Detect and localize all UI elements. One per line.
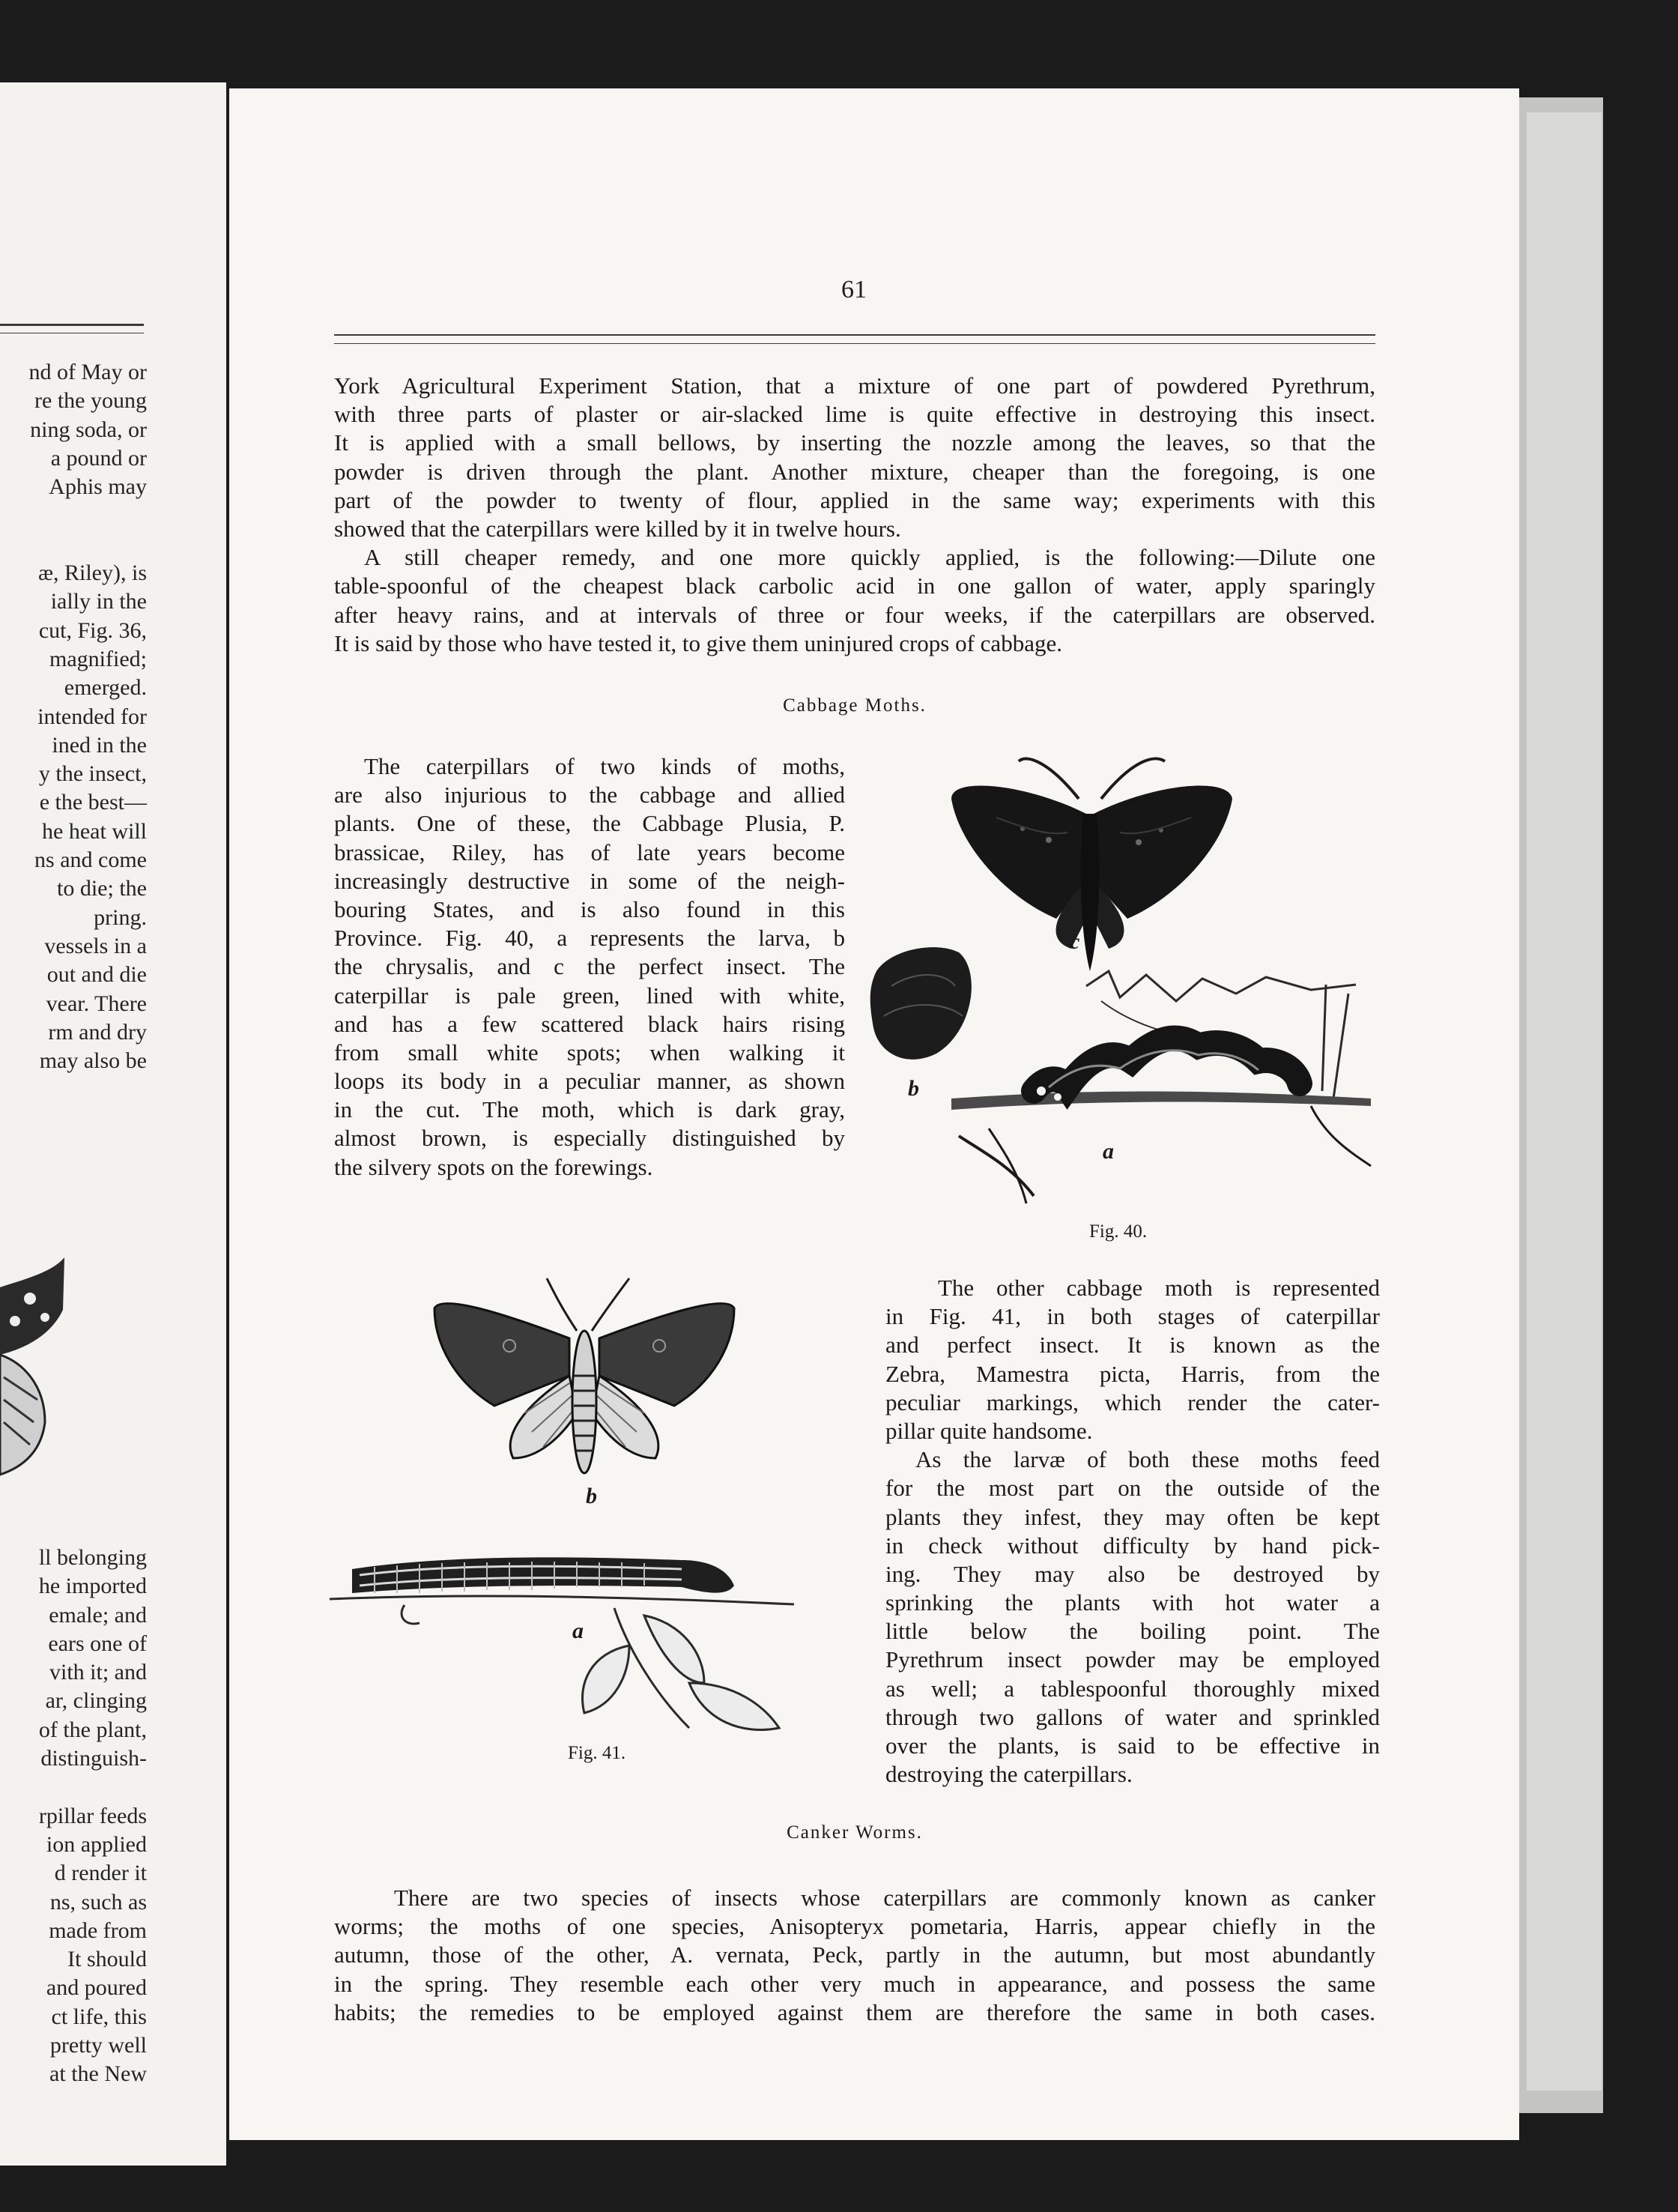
previous-page-text-line: ined in the <box>52 732 147 758</box>
text-line: and has a few scattered black hairs rising <box>334 1010 845 1037</box>
text-line: loops its body in a peculiar manner, as shown <box>334 1068 845 1095</box>
previous-page-text-line <box>0 531 147 559</box>
text-line: ing. They may also be destroyed by <box>885 1560 1380 1587</box>
fig-40-illustration <box>861 746 1386 1226</box>
previous-page-text-line: d render it <box>54 1861 147 1886</box>
previous-page-text-line: ns, such as <box>49 1889 147 1915</box>
previous-page-fragment <box>0 82 226 2166</box>
paragraph-pyrethrum <box>334 372 1375 658</box>
previous-page-text-line: vith it; and <box>49 1660 147 1685</box>
text-line: brassicae, Riley, has of late years become <box>334 838 845 865</box>
previous-page-text-line: to die; the <box>57 876 147 901</box>
previous-page-text-line: rpillar feeds <box>38 1803 147 1828</box>
text-line: The other cabbage moth is represented <box>938 1275 1380 1301</box>
text-line: plants they infest, they may often be kept <box>885 1503 1380 1530</box>
text-line: are also injurious to the cabbage and allied <box>334 782 845 809</box>
text-line: the silvery spots on the forewings. <box>334 1153 653 1180</box>
paragraph-canker-worms <box>334 1884 1375 2027</box>
heading-text: Canker Worms. <box>787 1822 923 1843</box>
text-line: caterpillar is pale green, lined with white, <box>334 982 845 1009</box>
text-line: Province. Fig. 40, a represents the larva, b <box>334 925 845 952</box>
section-heading-cabbage-moths <box>334 695 1375 716</box>
text-line: through two gallons of water and sprinkled <box>885 1703 1380 1730</box>
header-rule <box>334 343 1375 344</box>
text-line: table-spoonful of the cheapest black carbolic acid in one gallon of water, apply sparingly <box>334 572 1375 599</box>
previous-page-text-line <box>0 1773 147 1801</box>
fig-40-label-a: a <box>1103 1139 1114 1164</box>
previous-page-text-line: ns and come <box>34 847 147 873</box>
previous-page-text-line: ning soda, or <box>30 417 147 442</box>
previous-page-text-line: emale; and <box>49 1602 147 1628</box>
previous-page-text-line: re the young <box>34 388 147 414</box>
previous-page-text-line: at the New <box>49 2061 147 2087</box>
fig-41-label-b: b <box>586 1484 597 1508</box>
text-line: It is applied with a small bellows, by inserting the nozzle among the leaves, so that the <box>334 429 1375 456</box>
text-line: in Fig. 41, in both stages of caterpillar <box>885 1303 1380 1330</box>
previous-page-text-line: out and die <box>46 962 147 988</box>
previous-page-text-line: ially in the <box>50 589 147 614</box>
previous-page-text-line: æ, Riley), is <box>37 560 147 586</box>
previous-page-text-line: ears one of <box>48 1631 147 1656</box>
text-line: showed that the caterpillars were killed by it in twelve hours. <box>334 515 901 542</box>
fig-40-caption: Fig. 40. <box>1089 1221 1148 1242</box>
fig-41-caption: Fig. 41. <box>568 1743 626 1763</box>
figure-41 <box>330 1263 854 1743</box>
previous-page-text-line: ll belonging <box>38 1545 147 1570</box>
previous-page-text-line: he imported <box>38 1574 147 1599</box>
previous-page-text-line: and poured <box>46 1975 147 2001</box>
zebra-moth <box>434 1278 734 1473</box>
text-line: bouring States, and is also found in this <box>334 895 845 922</box>
text-line: worms; the moths of one species, Anisopteryx pometaria, Harris, appear chiefly in the <box>334 1913 1375 1940</box>
text-line: in the cut. The moth, which is dark gray, <box>334 1096 845 1123</box>
previous-page-text-line: of the plant, <box>38 1717 147 1742</box>
text-line: As the larvæ of both these moths feed <box>915 1446 1380 1473</box>
previous-page-text-line: cut, Fig. 36, <box>38 617 147 643</box>
previous-page-text-lower <box>0 1544 147 2089</box>
text-line: in the spring. They resemble each other very much in appearance, and possess the same <box>334 1970 1375 1997</box>
text-line: autumn, those of the other, A. vernata, Peck, partly in the autumn, but most abundantly <box>334 1941 1375 1968</box>
previous-page-text <box>0 358 147 1075</box>
text-line: the chrysalis, and c the perfect insect. The <box>334 953 845 980</box>
heading-text: Cabbage Moths. <box>783 695 927 716</box>
previous-page-text-line: vessels in a <box>44 933 147 958</box>
text-line: for the most part on the outside of the <box>885 1475 1380 1502</box>
text-line: destroying the caterpillars. <box>885 1761 1133 1788</box>
previous-page-text-line: It should <box>67 1947 147 1972</box>
previous-page-text-line <box>0 501 147 530</box>
text-line: habits; the remedies to be employed against them are therefore the same in both cases. <box>334 1998 1375 2025</box>
text-line: almost brown, is especially distinguished by <box>334 1125 845 1152</box>
previous-page-text-line: may also be <box>39 1048 147 1074</box>
previous-page-text-line: intended for <box>37 704 147 729</box>
text-line: over the plants, is said to be effective in <box>885 1732 1380 1759</box>
text-line: There are two species of insects whose caterpillars are commonly known as canker <box>394 1885 1375 1911</box>
previous-page-text-line: distinguish- <box>40 1746 147 1771</box>
fig-40-label-b: b <box>908 1076 919 1101</box>
previous-page-text-line: emerged. <box>64 675 147 701</box>
previous-page-text-line: vear. There <box>46 991 147 1016</box>
text-line: little below the boiling point. The <box>885 1618 1380 1645</box>
section-heading-canker-worms <box>334 1822 1375 1843</box>
text-line: Zebra, Mamestra picta, Harris, from the <box>885 1360 1380 1387</box>
text-line: powder is driven through the plant. Another mixture, cheaper than the foregoing, is one <box>334 458 1375 485</box>
text-line: York Agricultural Experiment Station, that a mixture of one part of powdered Pyrethrum, <box>334 372 1375 399</box>
previous-page-text-line: ar, clinging <box>45 1688 147 1714</box>
fig-41-illustration <box>330 1263 854 1743</box>
text-line: from small white spots; when walking it <box>334 1039 845 1066</box>
text-line: pillar quite handsome. <box>885 1417 1093 1444</box>
text-line: after heavy rains, and at intervals of three or four weeks, if the caterpillars are observed. <box>334 601 1375 628</box>
previous-page-text-line: nd of May or <box>28 360 147 384</box>
header-rule <box>334 334 1375 336</box>
text-line: peculiar markings, which render the cater- <box>885 1388 1380 1415</box>
previous-page-text-line: pring. <box>94 904 147 930</box>
text-line: part of the powder to twenty of flour, applied in the same way; experiments with this <box>334 486 1375 513</box>
text-line: A still cheaper remedy, and one more quickly applied, is the following:—Dilute one <box>364 544 1375 571</box>
previous-page-text-line: e the best— <box>39 790 147 815</box>
previous-page-text-line: ion applied <box>46 1831 147 1857</box>
text-line: The caterpillars of two kinds of moths, <box>364 753 845 779</box>
previous-page-text-line: Aphis may <box>49 474 147 500</box>
text-line: It is said by those who have tested it, to give them uninjured crops of cabbage. <box>334 629 1062 656</box>
chrysalis <box>870 947 972 1060</box>
previous-page-text-line: a pound or <box>50 445 147 471</box>
previous-page-figure-fragment <box>0 1197 67 1520</box>
page-number: 61 <box>841 276 867 303</box>
previous-page-rule <box>0 324 144 326</box>
text-line: Pyrethrum insect powder may be employed <box>885 1646 1380 1673</box>
fig-40-label-c: c <box>1070 929 1080 954</box>
previous-page-text-line: magnified; <box>49 646 147 671</box>
figure-40 <box>861 746 1386 1226</box>
text-line: sprinking the plants with hot water a <box>885 1589 1380 1616</box>
page-edge <box>1527 112 1602 2091</box>
text-line: in check without difficulty by hand pick- <box>885 1532 1380 1559</box>
previous-page-text-line: made from <box>49 1918 147 1943</box>
previous-page-text-line: rm and dry <box>48 1019 147 1045</box>
text-line: as well; a tablespoonful thoroughly mixed <box>885 1675 1380 1702</box>
larva-on-leaf <box>951 971 1371 1203</box>
text-line: plants. One of these, the Cabbage Plusia, P. <box>334 810 845 837</box>
fig-41-label-a: a <box>572 1619 584 1643</box>
previous-page-text-line: he heat will <box>42 818 147 844</box>
text-line: increasingly destructive in some of the neigh- <box>334 867 845 894</box>
previous-page-text-line: y the insect, <box>38 761 147 787</box>
perfect-insect-moth <box>951 759 1232 971</box>
zebra-caterpillar-on-leaf <box>330 1557 794 1729</box>
paragraph-zebra-moth <box>885 1274 1380 1789</box>
previous-page-text-line: pretty well <box>49 2033 147 2058</box>
previous-page-text-line: ct life, this <box>51 2004 147 2029</box>
paragraph-cabbage-plusia <box>334 752 845 1182</box>
text-line: with three parts of plaster or air-slacked lime is quite effective in destroying this insect. <box>334 401 1375 428</box>
moth-wing-fragment <box>0 1197 67 1520</box>
text-line: and perfect insect. It is known as the <box>885 1332 1380 1359</box>
